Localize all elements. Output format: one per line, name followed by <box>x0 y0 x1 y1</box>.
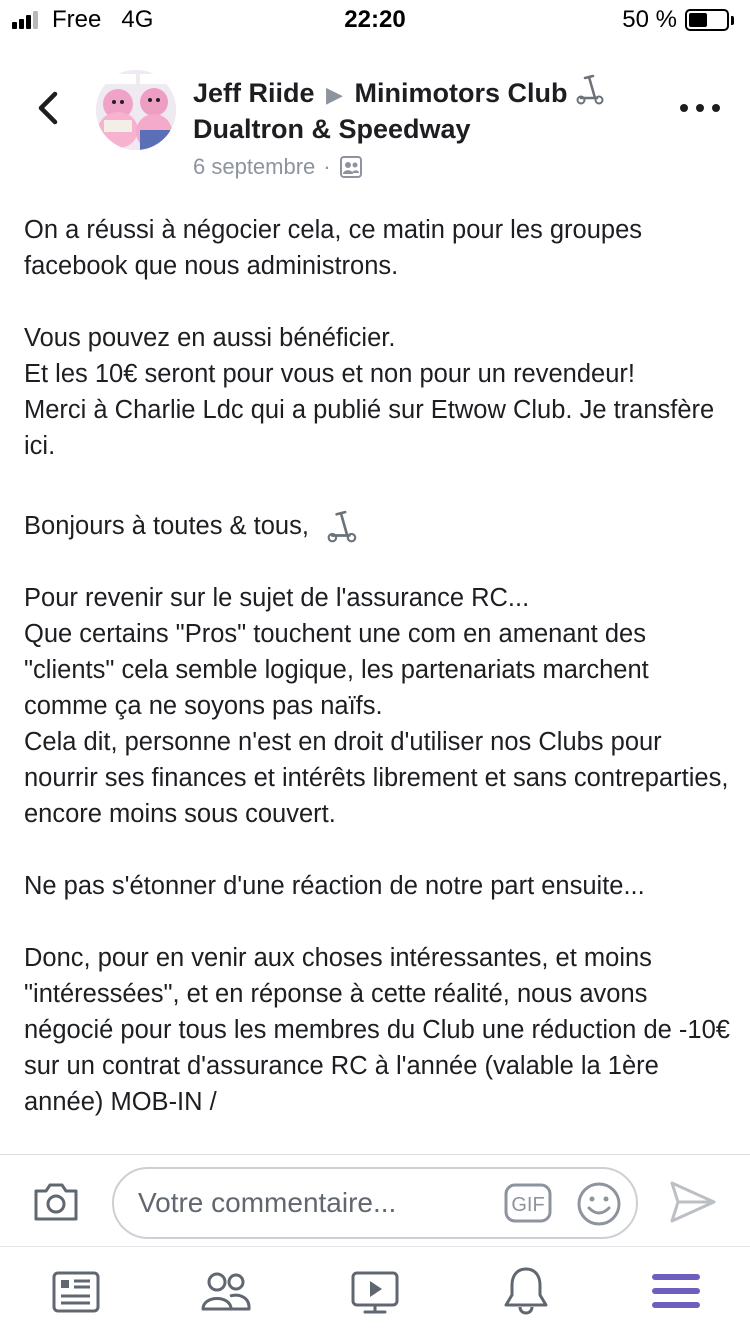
status-time: 22:20 <box>344 6 406 33</box>
avatar[interactable] <box>96 70 176 150</box>
emoji-button[interactable] <box>576 1181 622 1227</box>
post-title <box>193 74 663 146</box>
notifications-bell-icon <box>500 1265 552 1317</box>
ellipsis-icon <box>680 104 688 112</box>
separator-dot: · <box>323 154 331 179</box>
news-feed-icon <box>50 1265 102 1317</box>
comment-bar <box>0 1154 750 1246</box>
gif-button[interactable] <box>504 1183 552 1223</box>
comment-input[interactable] <box>112 1167 638 1239</box>
groups-icon <box>200 1265 252 1317</box>
bottom-navigation <box>0 1246 750 1334</box>
group-name-line2[interactable]: Dualtron & Speedway <box>193 114 471 144</box>
chevron-left-icon <box>30 88 70 128</box>
nav-groups[interactable] <box>200 1265 252 1317</box>
send-button[interactable] <box>668 1179 718 1225</box>
post-body <box>24 212 730 1152</box>
group-name[interactable]: Minimotors Club <box>354 78 568 108</box>
camera-icon <box>32 1181 80 1223</box>
menu-icon <box>650 1265 702 1317</box>
group-audience-icon <box>339 155 363 179</box>
post-line: Ne pas s'étonner d'une réaction de notre part ensuite... <box>24 872 645 901</box>
greeting-text: Bonjours à toutes & tous, <box>24 512 309 540</box>
nav-notifications[interactable] <box>500 1265 552 1317</box>
avatar-image <box>96 70 176 150</box>
watch-video-icon <box>349 1265 401 1317</box>
status-bar <box>0 0 750 40</box>
nav-news-feed[interactable] <box>50 1265 102 1317</box>
gif-icon <box>504 1183 552 1223</box>
post-line: Donc, pour en venir aux choses intéressantes, et moins "intéressées", et en réponse à cette réalité, nous avons négocié pour tous les membres du Club une réduction de -10€ sur un contrat d'assurance RC à l'année (valable la 1ère année) MOB-IN / <box>24 944 730 1117</box>
gif-label: GIF <box>511 1194 545 1216</box>
back-button[interactable] <box>30 88 70 128</box>
post-line: Cela dit, personne n'est en droit d'utiliser nos Clubs pour nourrir ses finances et intérêts librement et sans contreparties, encore moins sous couvert. <box>24 728 729 829</box>
nav-menu[interactable] <box>650 1265 702 1317</box>
post-title-block <box>193 74 663 180</box>
status-right <box>622 6 734 34</box>
post-date[interactable]: 6 septembre <box>193 154 316 179</box>
battery-percent: 50 % <box>622 6 677 33</box>
post-meta <box>193 154 663 180</box>
author-name[interactable]: Jeff Riide <box>193 78 315 108</box>
post-line: On a réussi à négocier cela, ce matin pour les groupes facebook que nous administrons. <box>24 216 643 280</box>
battery-tip <box>731 16 734 25</box>
arrow-right-icon: ▶ <box>326 82 343 107</box>
post-line: Et les 10€ seront pour vous et non pour un revendeur! <box>24 360 635 388</box>
comment-placeholder: Votre commentaire... <box>138 1187 397 1218</box>
carrier-name: Free <box>52 6 102 33</box>
post-line: Merci à Charlie Ldc qui a publié sur Etwow Club. Je transfère ici. <box>24 396 715 460</box>
post-line <box>24 508 730 544</box>
camera-button[interactable] <box>32 1181 80 1223</box>
kick-scooter-icon <box>575 74 607 106</box>
more-options-button[interactable] <box>680 98 720 118</box>
kick-scooter-icon <box>326 510 360 544</box>
post-line: Pour revenir sur le sujet de l'assurance RC... <box>24 584 530 613</box>
post-line: Que certains "Pros" touchent une com en amenant des "clients" cela semble logique, les partenariats marchent comme ça ne soyons pas naïfs. <box>24 620 649 721</box>
nav-watch[interactable] <box>349 1265 401 1317</box>
post-header <box>0 60 750 180</box>
battery-icon <box>685 9 729 31</box>
emoji-icon <box>576 1181 622 1227</box>
send-icon <box>668 1179 718 1225</box>
network-type: 4G <box>121 6 154 33</box>
post-line: Vous pouvez en aussi bénéficier. <box>24 324 396 352</box>
